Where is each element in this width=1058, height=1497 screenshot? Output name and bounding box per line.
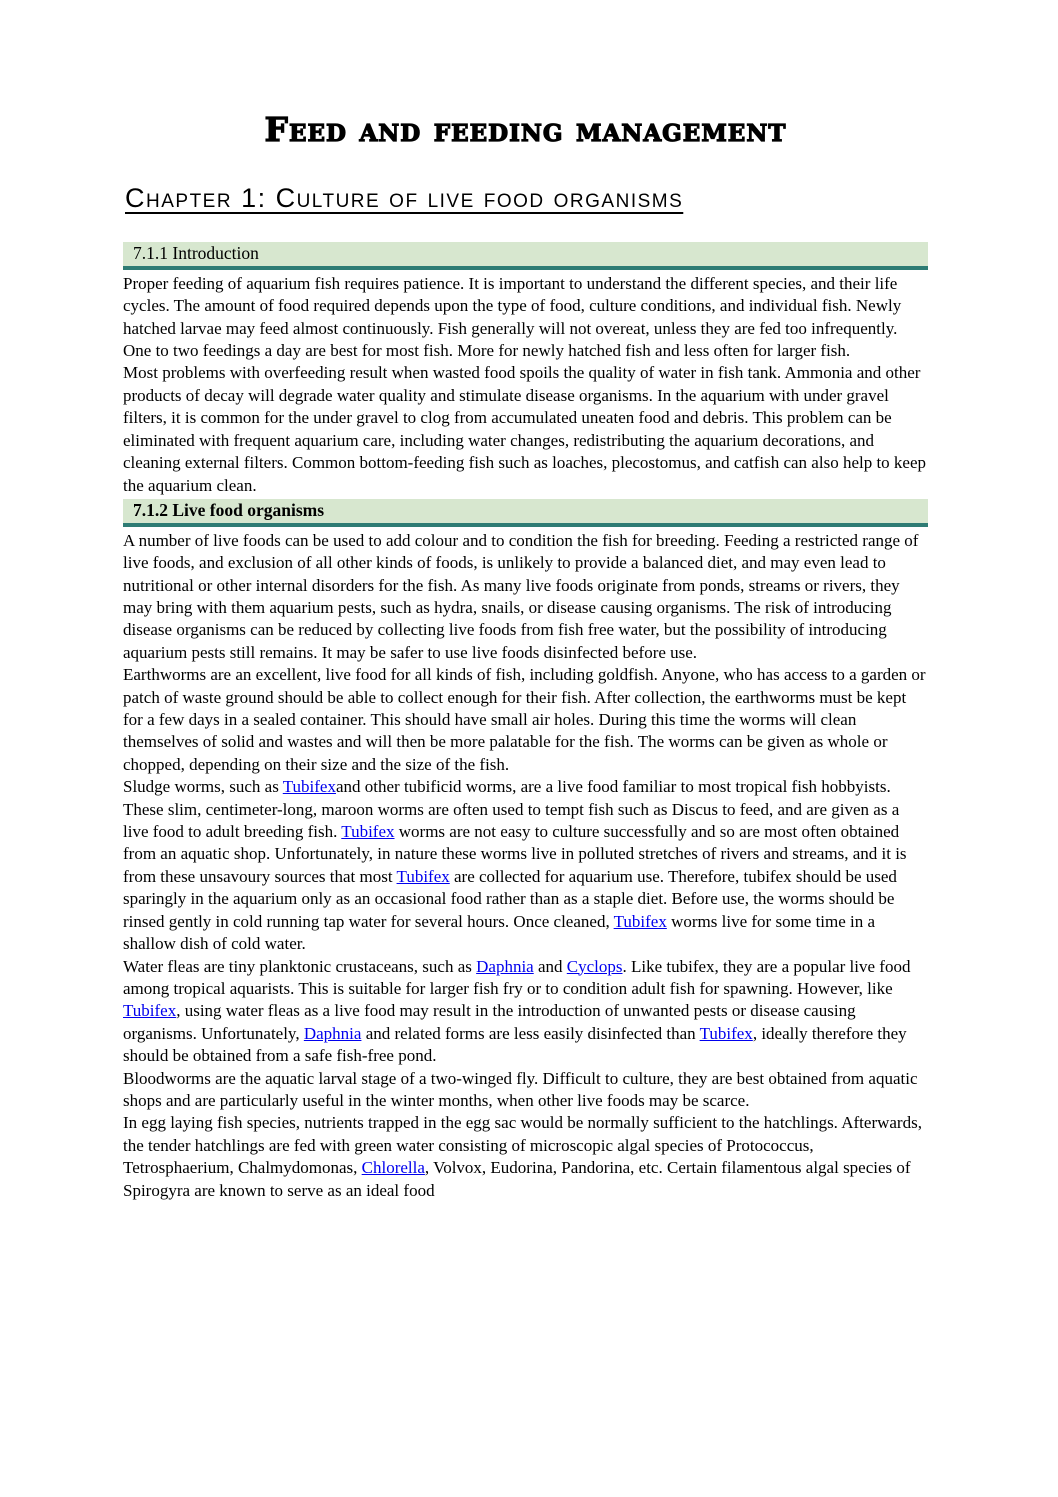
text-run: and other tubificid worms, are a live food familiar to most tropical fish hobbyists. These slim, centimeter-long, maroon worms are often used to tempt fish such as Discus to feed, and are given as a live food to adult breeding fish. <box>123 777 900 842</box>
section-heading: 7.1.1 Introduction <box>123 242 928 270</box>
link-daphnia[interactable]: Daphnia <box>476 956 534 976</box>
text-run: worms live for some time in a shallow dish of cold water. <box>123 911 876 954</box>
sections-container <box>123 242 928 1202</box>
link-tubifex[interactable]: Tubifex <box>341 822 395 842</box>
chapter-heading: Chapter 1: Culture of live food organisms <box>125 183 684 214</box>
link-tubifex[interactable]: Tubifex <box>282 777 336 797</box>
link-tubifex[interactable]: Tubifex <box>123 1001 177 1021</box>
text-run: In egg laying fish species, nutrients trapped in the egg sac would be normally sufficient to the hatchlings. Afterwards, the tender hatchlings are fed with green water consisting of microscopic algal species of Protococcus, Tetrosphaerium, Chalmydomonas, <box>123 1113 922 1178</box>
text-run: , ideally therefore they should be obtained from a safe fish-free pond. <box>123 1023 907 1066</box>
text-run: , Volvox, Eudorina, Pandorina, etc. Certain filamentous algal species of Spirogyra are known to serve as an ideal food <box>123 1158 911 1200</box>
text-run: , using water fleas as a live food may result in the introduction of unwanted pests or disease causing organisms. Unfortunately, <box>123 1001 856 1043</box>
text-run: Sludge worms, such as <box>123 777 283 797</box>
text-run: and <box>533 956 567 976</box>
link-daphnia[interactable]: Daphnia <box>303 1023 362 1043</box>
section-heading: 7.1.2 Live food organisms <box>123 499 928 527</box>
text-run: Bloodworms are the aquatic larval stage of a two-winged fly. Difficult to culture, they are best obtained from aquatic shops and are particularly useful in the winter months, when other live foods may be scarce. <box>123 1068 918 1110</box>
text-run: A number of live foods can be used to add colour and to condition the fish for breeding. Feeding a restricted range of live foods, and exclusion of all other kinds of foods, is unlikely to provide a balanced diet, and may even lead to nutritional or other internal disorders for the fish. As many live foods originate from ponds, streams or rivers, they may bring with them aquarium pests, such as hydra, snails, or disease causing organisms. The risk of introducing disease organisms can be reduced by collecting live foods from fish free water, but the possibility of introducing aquarium pests still remains. It may be safer to use live foods disinfected before use. <box>123 530 919 662</box>
paragraph <box>123 362 928 496</box>
paragraph <box>123 273 928 363</box>
link-tubifex[interactable]: Tubifex <box>613 911 667 931</box>
paragraph <box>123 530 928 664</box>
link-cyclops[interactable]: Cyclops <box>566 956 623 976</box>
paragraph <box>123 1068 928 1113</box>
text-run: are collected for aquarium use. Therefore, tubifex should be used sparingly in the aquarium only as an occasional food rather than as a staple diet. Before use, the worms should be rinsed gently in cold running tap water for several hours. Once cleaned, <box>123 866 897 931</box>
paragraph <box>123 776 928 955</box>
paragraph <box>123 664 928 776</box>
link-tubifex[interactable]: Tubifex <box>396 866 450 886</box>
text-run: . Like tubifex, they are a popular live food among tropical aquarists. This is suitable for larger fish fry or to condition adult fish for spawning. However, like <box>123 956 911 998</box>
document-title: Feed and feeding management <box>264 110 787 149</box>
text-run: Water fleas are tiny planktonic crustaceans, such as <box>123 956 477 976</box>
text-run: worms are not easy to culture successfully and so are most often obtained from an aquatic shop. Unfortunately, in nature these worms live in polluted stretches of rivers and streams, and it is from these unsavoury sources that most <box>123 822 907 886</box>
paragraph <box>123 1112 928 1202</box>
text-run: and related forms are less easily disinfected than <box>361 1023 700 1043</box>
text-run: Earthworms are an excellent, live food for all kinds of fish, including goldfish. Anyone, who has access to a garden or patch of waste ground should be able to collect enough for their fish. After collection, the earthworms must be kept for a few days in a sealed container. This should have small air holes. During this time the worms will clean themselves of solid and wastes and will then be more palatable for the fish. The worms can be given as whole or chopped, depending on their size and the size of the fish. <box>123 665 926 774</box>
link-chlorella[interactable]: Chlorella <box>361 1158 425 1178</box>
text-run: Most problems with overfeeding result when wasted food spoils the quality of water in fish tank. Ammonia and other products of decay will degrade water quality and stimulate disease organisms. In the aquarium with under gravel filters, it is common for the under gravel to clog from accumulated uneaten food and debris. This problem can be eliminated with frequent aquarium care, including water changes, redistributing the aquarium decorations, and cleaning external filters. Common bottom-feeding fish such as loaches, plecostomus, and catfish can also help to keep the aquarium clean. <box>123 363 927 495</box>
paragraph <box>123 956 928 1068</box>
text-run: Proper feeding of aquarium fish requires patience. It is important to understand the different species, and their life cycles. The amount of food required depends upon the type of food, culture conditions, and individual fish. Newly hatched larvae may feed almost continuously. Fish generally will not overeat, unless they are fed too infrequently. One to two feedings a day are best for most fish. More for newly hatched fish and less often for larger fish. <box>123 273 902 361</box>
link-tubifex[interactable]: Tubifex <box>699 1023 753 1043</box>
